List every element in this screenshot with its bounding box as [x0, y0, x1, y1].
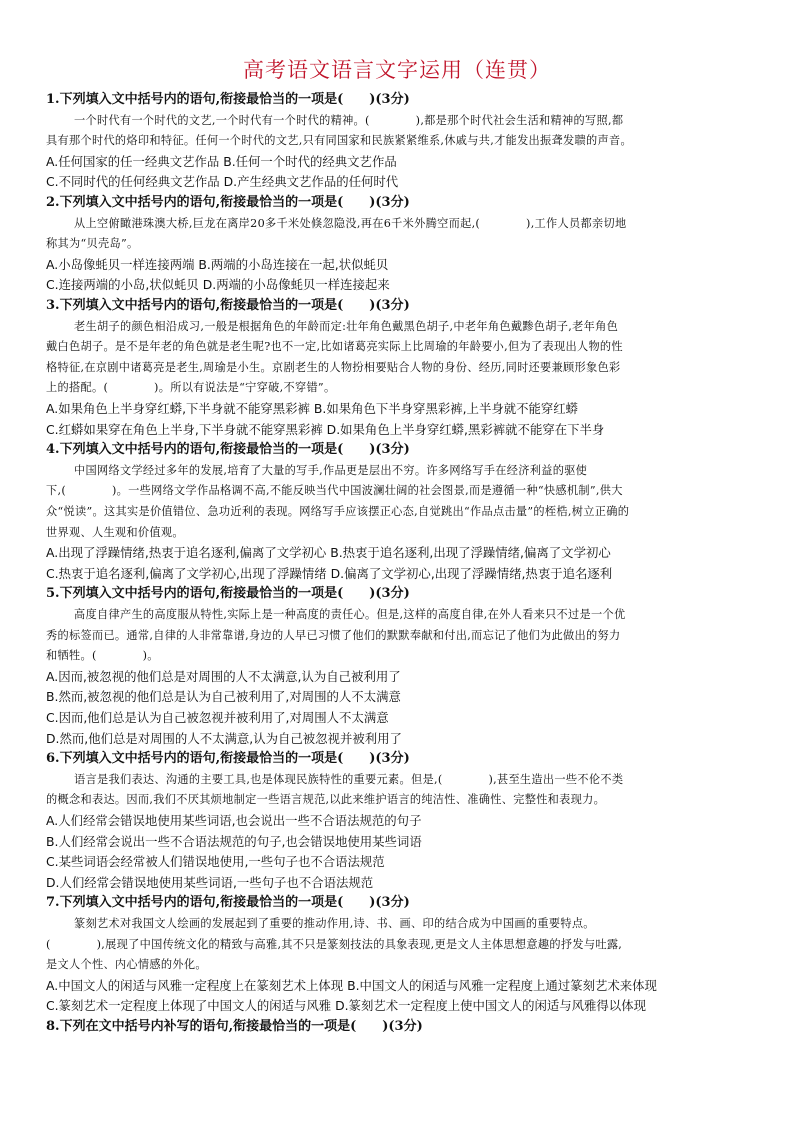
question-heading: 7.下列填入文中括号内的语句,衔接最恰当的一项是( )(3分) [46, 895, 410, 911]
passage-line: 篆刻艺术对我国文人绘画的发展起到了重要的推动作用,诗、书、画、印的结合成为中国画的重要特点。 [74, 917, 595, 930]
answer-option-line: A.出现了浮躁情绪,热衷于追名逐利,偏离了文学初心 B.热衷于追名逐利,出现了浮躁情绪,偏离了文学初心 [46, 545, 611, 561]
answer-option-line: D.然而,他们总是对周围的人不太满意,认为自己被忽视并被利用了 [46, 730, 402, 746]
passage-line: 众“悦读”。这其实是价值错位、急功近利的表现。网络写手应该摆正心态,自觉跳出“作品点击量”的桎梏,树立正确的 [46, 505, 630, 518]
passage-line: 是文人个性、内心情感的外化。 [46, 958, 207, 972]
question-heading: 3.下列填入文中括号内的语句,衔接最恰当的一项是( )(3分) [46, 298, 410, 313]
answer-option-line: C.某些词语会经常被人们错误地使用,一些句子也不合语法规范 [46, 854, 385, 870]
answer-option-line: B.然而,被忽视的他们总是认为自己被利用了,对周围的人不太满意 [46, 689, 401, 705]
passage-line: 秀的标签而已。通常,自律的人非常靠谱,身边的人早已习惯了他们的默默奉献和付出,而忘记了他们为此做出的努力 [46, 628, 621, 642]
passage-line: 称其为“贝壳岛”。 [46, 237, 139, 251]
answer-option-line: C.红蟒如果穿在角色上半身,下半身就不能穿黑彩裤 D.如果角色上半身穿红蟒,黑彩裤就不能穿在下半身 [46, 421, 605, 437]
answer-option-line: A.人们经常会错误地使用某些词语,也会说出一些不合语法规范的句子 [46, 813, 422, 828]
answer-option-line: A.任何国家的任一经典文艺作品 B.任何一个时代的经典文艺作品 [46, 153, 397, 169]
passage-line: 老生胡子的颜色相沿成习,一般是根据角色的年龄而定:壮年角色戴黑色胡子,中老年角色戴黪色胡子,老年角色 [74, 319, 619, 333]
passage-line: 和牺牲。( )。 [46, 649, 159, 663]
passage-line: ( ),展现了中国传统文化的精致与高雅,其不只是篆刻技法的具象表现,更是文人主体思想意趣的抒发与吐露, [46, 937, 623, 951]
passage-line: 具有那个时代的烙印和特征。任何一个时代的文艺,只有同国家和民族紧紧维系,休戚与共,才能发出振聋发聩的声音。 [46, 134, 632, 148]
passage-line: 高度自律产生的高度服从特性,实际上是一种高度的责任心。但是,这样的高度自律,在外人看来只不过是一个优 [74, 608, 626, 621]
answer-option-line: C.因而,他们总是认为自己被忽视并被利用了,对周围人不太满意 [46, 710, 389, 725]
passage-line: 格特征,在京剧中诸葛亮是老生,周瑜是小生。京剧老生的人物扮相要贴合人物的身份、经历,同时还要兼顾形象色彩 [46, 360, 621, 374]
passage-line: 一个时代有一个时代的文艺,一个时代有一个时代的精神。( ),都是那个时代社会生活和精神的写照,都 [74, 113, 624, 127]
answer-option-line: D.人们经常会错误地使用某些词语,一些句子也不合语法规范 [46, 874, 374, 890]
answer-option-line: A.小岛像蚝贝一样连接两端 B.两端的小岛连接在一起,状似蚝贝 [46, 256, 389, 272]
question-heading: 6.下列填入文中括号内的语句,衔接最恰当的一项是( )(3分) [46, 751, 410, 767]
question-heading: 2.下列填入文中括号内的语句,衔接最恰当的一项是( )(3分) [46, 195, 410, 210]
question-heading: 1.下列填入文中括号内的语句,衔接最恰当的一项是( )(3分) [46, 92, 410, 107]
answer-option-line: C.热衷于追名逐利,偏离了文学初心,出现了浮躁情绪 D.偏离了文学初心,出现了浮躁情绪,热衷于追名逐利 [46, 565, 613, 581]
passage-line: 的概念和表达。因而,我们不厌其烦地制定一些语言规范,以此来维护语言的纯洁性、准确性、完整性和表现力。 [46, 793, 606, 807]
passage-line: 语言是我们表达、沟通的主要工具,也是体现民族特性的重要元素。但是,( ),甚至生造出一些不伦不类 [74, 772, 624, 786]
answer-option-line: C.篆刻艺术一定程度上体现了中国文人的闲适与风雅 D.篆刻艺术一定程度上使中国文人的闲适与风雅得以体现 [46, 998, 646, 1014]
answer-option-line: A.中国文人的闲适与风雅一定程度上在篆刻艺术上体现 B.中国文人的闲适与风雅一定程度上通过篆刻艺术来体现 [46, 977, 657, 993]
answer-option-line: C.连接两端的小岛,状似蚝贝 D.两端的小岛像蚝贝一样连接起来 [46, 277, 390, 293]
passage-line: 中国网络文学经过多年的发展,培育了大量的写手,作品更是层出不穷。许多网络写手在经济利益的驱使 [74, 463, 588, 477]
answer-option-line: C.不同时代的任何经典文艺作品 D.产生经典文艺作品的任何时代 [46, 174, 399, 190]
passage-line: 从上空俯瞰港珠澳大桥,巨龙在离岸20多千米处倏忽隐没,再在6千米外腾空而起,( ),工作人员都亲切地 [74, 216, 627, 230]
answer-option-line: A.因而,被忽视的他们总是对周围的人不太满意,认为自己被利用了 [46, 668, 401, 684]
answer-option-line: B.人们经常会说出一些不合语法规范的句子,也会错误地使用某些词语 [46, 833, 422, 849]
answer-option-line: A.如果角色上半身穿红蟒,下半身就不能穿黑彩裤 B.如果角色下半身穿黑彩裤,上半身就不能穿红蟒 [46, 401, 579, 416]
page-title: 高考语文语言文字运用（连贯） [243, 58, 551, 82]
question-heading: 8.下列在文中括号内补写的语句,衔接最恰当的一项是( )(3分) [46, 1019, 423, 1034]
passage-line: 下,( )。一些网络文学作品格调不高,不能反映当代中国波澜壮阔的社会图景,而是遵循一种“快感机制”,供大 [46, 484, 623, 498]
passage-line: 上的搭配。( )。所以有说法是“宁穿破,不穿错”。 [46, 381, 336, 395]
passage-line: 戴白色胡子。是不是年老的角色就是老生呢?也不一定,比如诸葛亮实际上比周瑜的年龄要小,但为了表现出人物的性 [46, 340, 623, 354]
question-heading: 4.下列填入文中括号内的语句,衔接最恰当的一项是( )(3分) [46, 442, 410, 458]
question-heading: 5.下列填入文中括号内的语句,衔接最恰当的一项是( )(3分) [46, 586, 410, 602]
passage-line: 世界观、人生观和价值观。 [46, 525, 184, 539]
